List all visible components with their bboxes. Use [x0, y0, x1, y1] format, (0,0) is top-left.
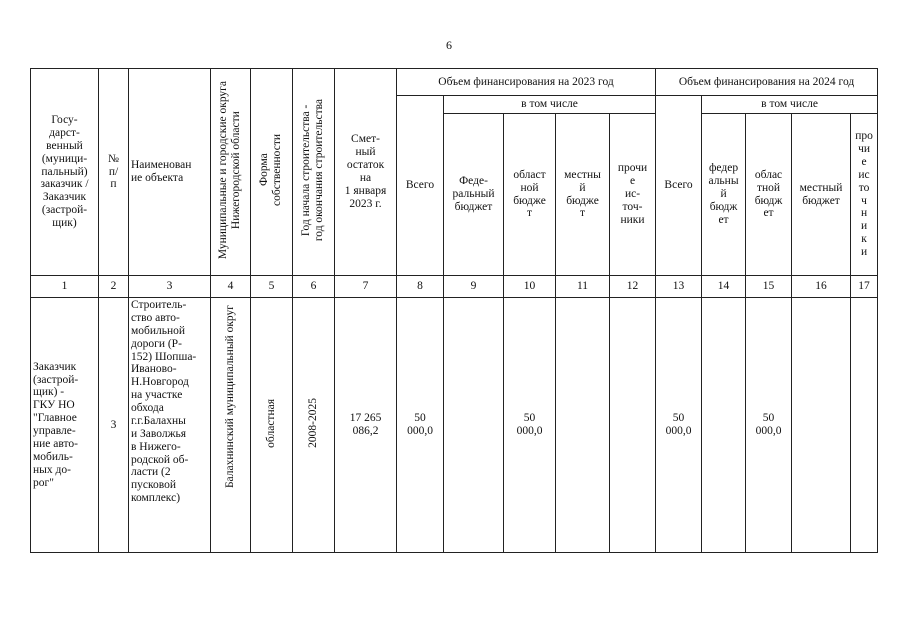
header-municipal: Муниципальные и городские округа Нижегородской области — [211, 69, 251, 276]
row-fed-2024 — [702, 298, 746, 553]
header-fin-2024: Объем финансирования на 2024 год — [656, 69, 878, 96]
column-number: 4 — [211, 276, 251, 298]
header-fed-2024: федер альны й бюдж ет — [702, 114, 746, 276]
header-customer: Госу- дарст- венный (муници- пальный) заказчик / Заказчик (застрой- щик) — [31, 69, 99, 276]
column-number: 3 — [129, 276, 211, 298]
column-numbers-row — [31, 276, 878, 298]
page-number: 6 — [446, 38, 452, 52]
column-number: 13 — [656, 276, 702, 298]
header-object-name: Наименован ие объекта — [129, 69, 211, 276]
row-municipal: Балахнинский муниципальный округ — [211, 298, 251, 553]
header-oth-2023: прочи е ис- точ- ники — [610, 114, 656, 276]
column-number: 7 — [335, 276, 397, 298]
row-years: 2008-2025 — [293, 298, 335, 553]
column-number: 11 — [556, 276, 610, 298]
row-oth-2023 — [610, 298, 656, 553]
column-number: 5 — [251, 276, 293, 298]
header-oth-2024: про чи е ис то ч н и к и — [851, 114, 878, 276]
column-number: 6 — [293, 276, 335, 298]
header-including-2024: в том числе — [702, 96, 878, 114]
row-reg-2023: 50 000,0 — [504, 298, 556, 553]
column-number: 14 — [702, 276, 746, 298]
row-ownership: областная — [251, 298, 293, 553]
column-number: 12 — [610, 276, 656, 298]
header-estimate: Смет- ный остаток на 1 января 2023 г. — [335, 69, 397, 276]
header-loc-2023: местны й бюдже т — [556, 114, 610, 276]
column-number: 8 — [397, 276, 444, 298]
header-reg-2023: област ной бюдже т — [504, 114, 556, 276]
header-reg-2024: облас тной бюдж ет — [746, 114, 792, 276]
row-customer: Заказчик (застрой- щик) - ГКУ НО "Главное управле- ние авто- мобиль- ных до- рог" — [31, 298, 99, 553]
header-total-2024: Всего — [656, 96, 702, 276]
column-number: 2 — [99, 276, 129, 298]
row-fed-2023 — [444, 298, 504, 553]
column-number: 9 — [444, 276, 504, 298]
financing-table — [30, 68, 878, 553]
row-total-2023: 50 000,0 — [397, 298, 444, 553]
header-fin-2023: Объем финансирования на 2023 год — [397, 69, 656, 96]
column-number: 15 — [746, 276, 792, 298]
column-number: 1 — [31, 276, 99, 298]
header-total-2023: Всего — [397, 96, 444, 276]
header-loc-2024: местный бюджет — [792, 114, 851, 276]
header-years: Год начала строительства - год окончания строительства — [293, 69, 335, 276]
row-oth-2024 — [851, 298, 878, 553]
row-loc-2024 — [792, 298, 851, 553]
column-number: 17 — [851, 276, 878, 298]
table-row — [31, 298, 878, 553]
header-num: № п/ п — [99, 69, 129, 276]
row-reg-2024: 50 000,0 — [746, 298, 792, 553]
column-number: 16 — [792, 276, 851, 298]
row-total-2024: 50 000,0 — [656, 298, 702, 553]
header-ownership: Форма собственности — [251, 69, 293, 276]
row-estimate: 17 265 086,2 — [335, 298, 397, 553]
row-object-name: Строитель- ство авто- мобильной дороги (Р- 152) Шопша- Иваново- Н.Новгород на участке обхода г.г.Балахны и Заволжья в Нижего- родской об- ласти (2 пусковой комплекс) — [129, 298, 211, 553]
row-num: 3 — [99, 298, 129, 553]
column-number: 10 — [504, 276, 556, 298]
header-including-2023: в том числе — [444, 96, 656, 114]
row-loc-2023 — [556, 298, 610, 553]
header-fed-2023: Феде- ральный бюджет — [444, 114, 504, 276]
